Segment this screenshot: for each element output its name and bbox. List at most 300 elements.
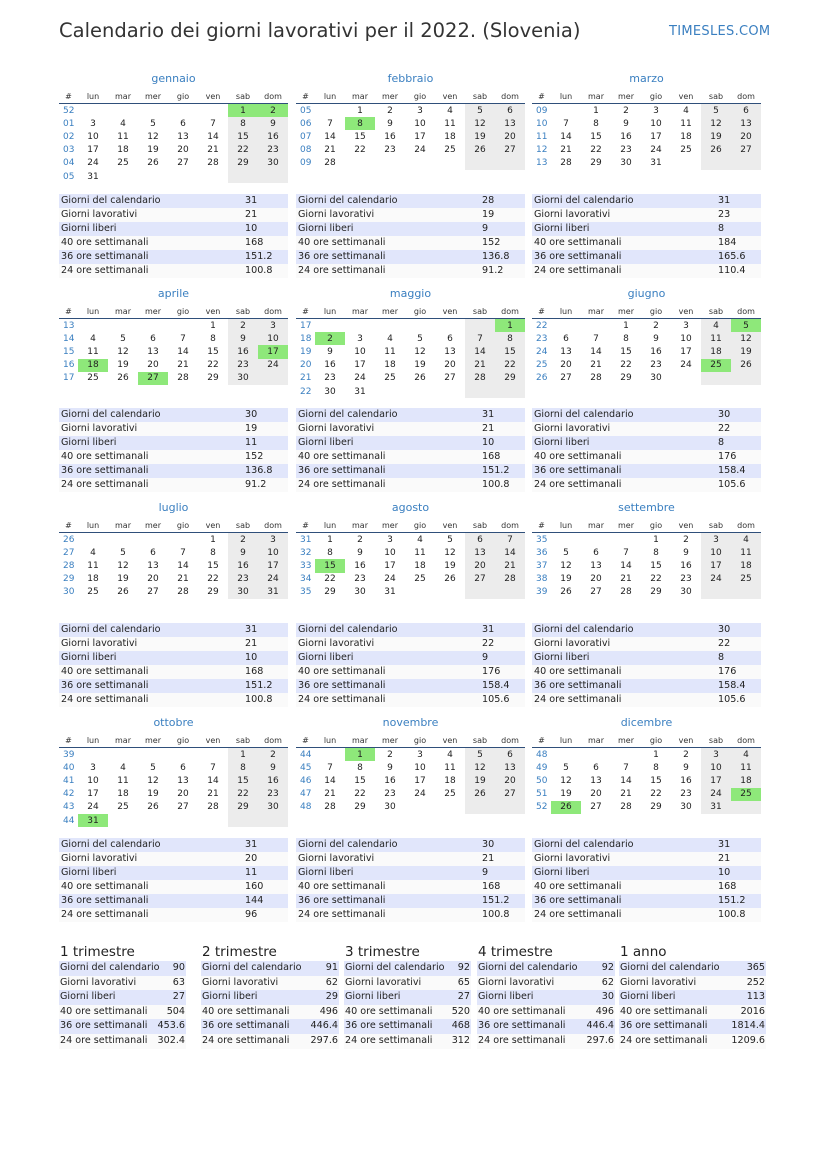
stat-label: Giorni liberi (298, 867, 354, 878)
stat-value: 22 (718, 423, 731, 434)
day-cell: 22 (207, 574, 219, 585)
day-cell: 8 (210, 333, 216, 344)
day-cell: 9 (258, 761, 288, 774)
stat-label: Giorni liberi (61, 437, 117, 448)
day-cell: 30 (384, 802, 396, 813)
stat-label: 40 ore settimanali (534, 666, 622, 677)
stat-label: Giorni lavorativi (298, 209, 375, 220)
period-stat-value: 365 (746, 962, 765, 973)
month-name: febbraio (387, 72, 434, 85)
stat-row (532, 908, 761, 922)
day-cell: 2 (387, 749, 393, 760)
day-cell: 18 (117, 145, 129, 156)
day-cell: 2 (683, 534, 689, 545)
stat-row (296, 264, 525, 278)
stat-row (296, 908, 525, 922)
stat-row (59, 880, 288, 894)
empty-cell (78, 104, 108, 118)
month-9 (59, 716, 288, 827)
day-cell: 1 (327, 534, 333, 545)
stat-label: Giorni lavorativi (61, 638, 138, 649)
stat-value: 8 (718, 223, 725, 234)
empty-cell (731, 801, 761, 814)
day-cell: 11 (731, 761, 761, 774)
month-0 (59, 72, 288, 183)
empty-cell (465, 385, 495, 398)
empty-cell (405, 319, 435, 333)
day-cell: 29 (228, 801, 258, 814)
stat-label: 24 ore settimanali (61, 265, 149, 276)
stat-row (59, 665, 288, 679)
stat-label: Giorni del calendario (298, 839, 398, 850)
empty-cell (701, 372, 731, 385)
week-number: 13 (63, 320, 75, 331)
week-number: 42 (63, 789, 75, 800)
day-cell: 6 (495, 104, 525, 118)
weekday-header: dom (495, 518, 525, 533)
month-name: aprile (157, 287, 190, 300)
day-cell: 16 (324, 360, 336, 371)
day-cell: 25 (87, 587, 99, 598)
day-cell: 1 (228, 104, 258, 118)
empty-cell (138, 814, 168, 827)
week-number: 16 (63, 360, 75, 371)
period-stat-row (201, 976, 339, 991)
day-cell: 14 (177, 560, 189, 571)
weekday-header: ven (671, 304, 701, 319)
day-cell: 13 (590, 775, 602, 786)
day-cell: 19 (465, 130, 495, 143)
day-cell: 3 (701, 748, 731, 762)
week-row (296, 788, 525, 801)
stat-value: 152 (245, 451, 264, 462)
stat-label: 36 ore settimanali (61, 251, 149, 262)
weekday-header: lun (551, 304, 581, 319)
day-cell: 8 (357, 762, 363, 773)
day-cell: 7 (495, 533, 525, 547)
stat-label: 36 ore settimanali (61, 680, 149, 691)
day-cell: 20 (495, 774, 525, 787)
day-cell: 18 (444, 775, 456, 786)
day-cell: 14 (620, 775, 632, 786)
day-cell: 23 (680, 574, 692, 585)
day-cell: 30 (680, 802, 692, 813)
stat-row (532, 264, 761, 278)
stat-label: 24 ore settimanali (61, 479, 149, 490)
empty-cell (375, 319, 405, 333)
stat-value: 176 (718, 451, 737, 462)
week-row (532, 372, 761, 385)
day-cell: 6 (150, 547, 156, 558)
stat-label: Giorni lavorativi (298, 638, 375, 649)
day-cell: 6 (593, 547, 599, 558)
week-row (532, 104, 761, 118)
weekday-header: lun (315, 304, 345, 319)
stat-label: Giorni lavorativi (298, 853, 375, 864)
week-number: 15 (63, 346, 75, 357)
empty-cell (315, 319, 345, 333)
month-calendar-table (59, 89, 288, 183)
stat-label: Giorni del calendario (298, 409, 398, 420)
week-row (532, 157, 761, 170)
period-stat-row (201, 990, 339, 1005)
week-number: 35 (536, 534, 548, 545)
stat-value: 10 (482, 437, 495, 448)
week-number-header: # (532, 518, 551, 533)
day-cell: 20 (590, 574, 602, 585)
day-cell: 13 (731, 117, 761, 130)
day-cell: 4 (90, 333, 96, 344)
stat-value: 96 (245, 909, 258, 920)
weekday-header: lun (78, 304, 108, 319)
weekday-header: sab (228, 89, 258, 104)
stat-row (59, 450, 288, 464)
week-number: 11 (536, 131, 548, 142)
weekday-header: gio (641, 304, 671, 319)
stat-label: 24 ore settimanali (298, 479, 386, 490)
day-cell: 13 (590, 560, 602, 571)
week-number: 25 (536, 360, 548, 371)
week-row (296, 573, 525, 586)
day-cell: 30 (680, 587, 692, 598)
stat-value: 136.8 (482, 251, 510, 262)
stat-label: Giorni del calendario (61, 195, 161, 206)
stat-label: Giorni lavorativi (298, 423, 375, 434)
stat-value: 8 (718, 652, 725, 663)
week-number: 51 (536, 789, 548, 800)
period-stat-label: Giorni lavorativi (60, 976, 137, 988)
day-cell: 24 (354, 373, 366, 384)
stat-label: Giorni lavorativi (61, 209, 138, 220)
weekday-header: gio (168, 733, 198, 748)
stat-label: Giorni lavorativi (61, 853, 138, 864)
day-cell: 4 (417, 534, 423, 545)
period-stat-label: Giorni lavorativi (478, 976, 555, 988)
day-cell: 24 (650, 145, 662, 156)
stat-row (532, 222, 761, 236)
day-cell: 8 (228, 761, 258, 774)
stat-row (532, 408, 761, 422)
day-cell: 13 (147, 346, 159, 357)
stat-value: 91.2 (245, 479, 267, 490)
day-cell: 18 (731, 559, 761, 572)
stat-label: 40 ore settimanali (298, 237, 386, 248)
day-cell: 29 (324, 587, 336, 598)
day-cell: 26 (560, 587, 572, 598)
week-number: 28 (63, 560, 75, 571)
weekday-header: dom (258, 89, 288, 104)
week-row (296, 385, 525, 398)
week-number: 49 (536, 762, 548, 773)
stat-label: 36 ore settimanali (534, 465, 622, 476)
period-stat-row (619, 1019, 766, 1034)
stat-row (296, 422, 525, 436)
day-cell: 26 (147, 158, 159, 169)
week-number: 20 (300, 360, 312, 371)
day-cell: 11 (444, 762, 456, 773)
week-number: 41 (63, 775, 75, 786)
day-cell: 6 (731, 104, 761, 118)
stat-row (532, 236, 761, 250)
day-cell: 15 (495, 345, 525, 358)
day-cell: 15 (650, 775, 662, 786)
day-cell: 16 (680, 775, 692, 786)
empty-cell (315, 104, 345, 118)
day-cell: 24 (258, 359, 288, 372)
empty-cell (581, 533, 611, 547)
day-cell: 4 (90, 547, 96, 558)
day-cell: 17 (650, 131, 662, 142)
period-stat-label: Giorni lavorativi (202, 976, 279, 988)
stat-label: Giorni del calendario (61, 409, 161, 420)
day-cell: 26 (551, 801, 581, 814)
empty-cell (138, 319, 168, 333)
stat-value: 151.2 (482, 465, 510, 476)
day-cell: 17 (414, 131, 426, 142)
day-cell: 7 (180, 333, 186, 344)
stat-label: 24 ore settimanali (534, 694, 622, 705)
period-stat-label: Giorni del calendario (620, 962, 720, 973)
day-cell: 31 (354, 386, 366, 397)
weekday-header: sab (701, 518, 731, 533)
stat-value: 9 (482, 867, 489, 878)
day-cell: 27 (495, 788, 525, 801)
stat-label: 36 ore settimanali (61, 895, 149, 906)
week-number: 43 (63, 802, 75, 813)
week-row (59, 533, 288, 547)
weekday-header: gio (641, 89, 671, 104)
day-cell: 22 (650, 574, 662, 585)
empty-cell (435, 385, 465, 398)
day-cell: 9 (623, 118, 629, 129)
stat-row (532, 651, 761, 665)
month-stats (59, 838, 288, 922)
week-row (59, 814, 288, 827)
day-cell: 8 (623, 333, 629, 344)
day-cell: 5 (150, 118, 156, 129)
period-stat-row (59, 1005, 186, 1020)
day-cell: 14 (495, 546, 525, 559)
stat-row (532, 194, 761, 208)
day-cell: 7 (327, 762, 333, 773)
empty-cell (168, 533, 198, 547)
week-row (532, 546, 761, 559)
stat-value: 30 (482, 839, 495, 850)
empty-cell (701, 157, 731, 170)
period-stat-row (619, 961, 766, 976)
period-stat-value: 27 (172, 991, 185, 1003)
weekday-header: dom (731, 304, 761, 319)
week-row (296, 586, 525, 599)
period-stat-row (619, 990, 766, 1005)
month-name: luglio (158, 501, 189, 514)
stat-value: 100.8 (718, 909, 746, 920)
stat-label: Giorni del calendario (61, 624, 161, 635)
day-cell: 8 (327, 547, 333, 558)
period-stat-value: 453.6 (157, 1020, 185, 1032)
day-cell: 11 (87, 346, 99, 357)
empty-cell (671, 157, 701, 170)
day-cell: 20 (177, 789, 189, 800)
day-cell: 23 (228, 359, 258, 372)
period-stat-value: 252 (746, 976, 765, 988)
weekday-header: dom (731, 518, 761, 533)
period-stat-row (477, 990, 615, 1005)
month-stats (296, 838, 525, 922)
weekday-header: mar (345, 304, 375, 319)
day-cell: 1 (228, 748, 258, 762)
stat-row (59, 908, 288, 922)
day-cell: 26 (701, 144, 731, 157)
weekday-header: mar (108, 733, 138, 748)
day-cell: 28 (465, 372, 495, 385)
empty-cell (228, 814, 258, 827)
day-cell: 18 (78, 359, 108, 372)
period-stat-value: 92 (457, 962, 470, 973)
day-cell: 17 (414, 775, 426, 786)
week-number: 36 (536, 547, 548, 558)
period-stat-value: 91 (325, 962, 338, 973)
week-number: 30 (63, 587, 75, 598)
day-cell: 21 (620, 574, 632, 585)
weekday-header: mer (375, 304, 405, 319)
day-cell: 31 (78, 814, 108, 827)
stat-row (532, 464, 761, 478)
day-cell: 2 (228, 533, 258, 547)
day-cell: 8 (653, 762, 659, 773)
day-cell: 22 (620, 360, 632, 371)
stat-value: 176 (482, 666, 501, 677)
day-cell: 15 (650, 560, 662, 571)
period-stat-value: 297.6 (310, 1034, 338, 1046)
day-cell: 4 (387, 333, 393, 344)
day-cell: 17 (87, 145, 99, 156)
stat-label: Giorni del calendario (61, 839, 161, 850)
empty-cell (108, 319, 138, 333)
day-cell: 1 (210, 320, 216, 331)
weekday-header: gio (405, 518, 435, 533)
day-cell: 11 (384, 346, 396, 357)
week-number: 02 (63, 131, 75, 142)
weekday-header: dom (495, 733, 525, 748)
week-row (532, 788, 761, 801)
day-cell: 22 (207, 360, 219, 371)
period-stat-row (59, 990, 186, 1005)
weekday-header: gio (168, 518, 198, 533)
stat-value: 100.8 (482, 909, 510, 920)
stat-row (296, 623, 525, 637)
day-cell: 10 (354, 346, 366, 357)
day-cell: 4 (731, 748, 761, 762)
day-cell: 12 (560, 775, 572, 786)
stat-value: 8 (718, 437, 725, 448)
brand-link[interactable]: TIMESLES.COM (669, 24, 771, 39)
stat-value: 9 (482, 223, 489, 234)
week-row (59, 319, 288, 333)
day-cell: 18 (414, 560, 426, 571)
day-cell: 9 (228, 332, 258, 345)
stat-row (59, 894, 288, 908)
day-cell: 15 (354, 131, 366, 142)
empty-cell (228, 170, 258, 183)
empty-cell (465, 586, 495, 599)
day-cell: 18 (444, 131, 456, 142)
week-row (532, 319, 761, 333)
empty-cell (611, 533, 641, 547)
period-stat-value: 62 (601, 976, 614, 988)
stat-label: 40 ore settimanali (61, 237, 149, 248)
weekday-header: lun (315, 733, 345, 748)
period-summary-2 (344, 944, 471, 1049)
day-cell: 2 (258, 104, 288, 118)
week-number-header: # (59, 89, 78, 104)
period-stat-label: 36 ore settimanali (620, 1020, 708, 1032)
stat-row (296, 436, 525, 450)
day-cell: 26 (147, 802, 159, 813)
day-cell: 19 (731, 345, 761, 358)
week-row (59, 345, 288, 358)
stat-label: 24 ore settimanali (298, 694, 386, 705)
stat-row (296, 194, 525, 208)
day-cell: 29 (354, 802, 366, 813)
stat-row (59, 679, 288, 693)
stat-row (296, 637, 525, 651)
day-cell: 14 (560, 131, 572, 142)
day-cell: 11 (87, 560, 99, 571)
month-stats (296, 194, 525, 278)
stat-row (296, 651, 525, 665)
day-cell: 18 (117, 789, 129, 800)
stat-label: 36 ore settimanali (61, 465, 149, 476)
day-cell: 6 (447, 333, 453, 344)
week-number: 05 (300, 105, 312, 116)
day-cell: 3 (701, 533, 731, 547)
week-number: 23 (536, 333, 548, 344)
day-cell: 17 (258, 345, 288, 358)
period-stat-label: 40 ore settimanali (60, 1005, 148, 1017)
period-stat-value: 113 (746, 991, 765, 1003)
stat-label: Giorni del calendario (534, 839, 634, 850)
empty-cell (465, 801, 495, 814)
period-stat-row (619, 1005, 766, 1020)
period-stat-row (59, 961, 186, 976)
week-row (296, 761, 525, 774)
week-row (296, 144, 525, 157)
stat-value: 20 (245, 853, 258, 864)
stat-value: 184 (718, 237, 737, 248)
day-cell: 22 (324, 574, 336, 585)
day-cell: 14 (207, 131, 219, 142)
day-cell: 31 (87, 171, 99, 182)
weekday-header: mar (108, 304, 138, 319)
empty-cell (551, 748, 581, 762)
period-stat-row (344, 976, 471, 991)
day-cell: 28 (177, 587, 189, 598)
week-number: 35 (300, 587, 312, 598)
day-cell: 1 (623, 320, 629, 331)
day-cell: 7 (623, 762, 629, 773)
day-cell: 27 (731, 144, 761, 157)
day-cell: 27 (444, 373, 456, 384)
period-stat-row (59, 976, 186, 991)
month-calendar-table (296, 304, 525, 398)
week-row (296, 546, 525, 559)
period-stat-label: Giorni del calendario (202, 962, 302, 973)
day-cell: 5 (417, 333, 423, 344)
empty-cell (435, 586, 465, 599)
stat-value: 11 (245, 437, 258, 448)
day-cell: 10 (650, 118, 662, 129)
